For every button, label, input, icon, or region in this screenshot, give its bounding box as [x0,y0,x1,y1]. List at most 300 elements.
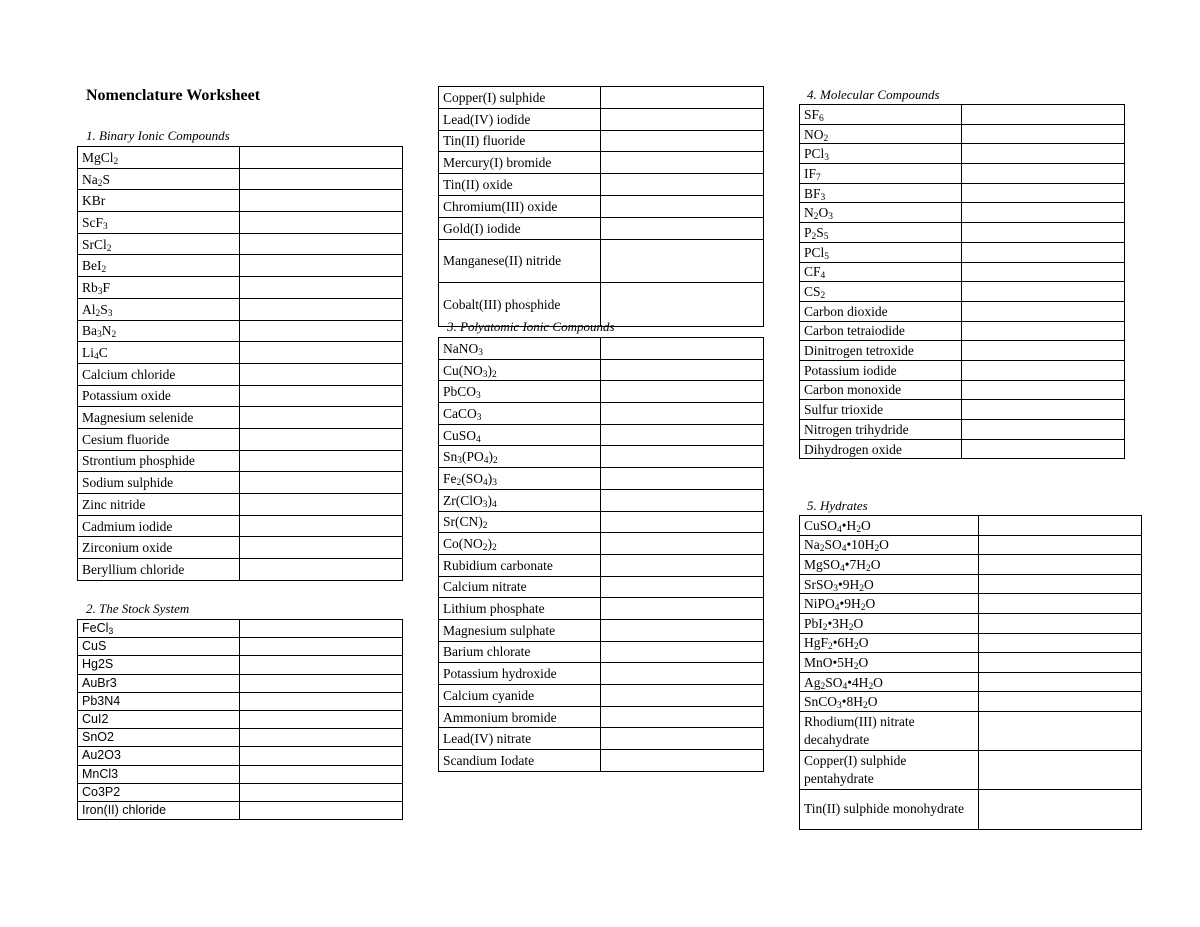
answer-cell[interactable] [240,494,403,516]
compound-text: Copper(I) sulphide pentahydrate [804,753,907,787]
compound-cell [78,233,240,255]
answer-cell[interactable] [962,144,1125,164]
compound-text: •8H [841,694,863,710]
formula-subscript: 2 [828,642,833,653]
answer-cell[interactable] [962,282,1125,302]
answer-cell[interactable] [601,598,764,620]
answer-cell[interactable] [601,533,764,555]
compound-cell [800,183,962,203]
answer-cell[interactable] [240,537,403,559]
answer-cell[interactable] [240,428,403,450]
compound-text: Au2O3 [82,748,121,763]
formula-subscript: 3 [837,701,842,712]
answer-cell[interactable] [601,174,764,196]
table-row [800,321,1125,341]
compound-text: Zirconium oxide [82,540,173,556]
answer-cell[interactable] [240,710,403,728]
answer-cell[interactable] [601,685,764,707]
compound-cell [800,301,962,321]
compound-cell [439,489,601,511]
compound-text: Potassium hydroxide [443,666,557,682]
compound-text: S [100,301,108,317]
answer-cell[interactable] [601,239,764,283]
compound-cell [800,439,962,459]
compound-text: Gold(I) iodide [443,220,521,236]
table-row [800,516,1142,536]
compound-text: Cadmium iodide [82,518,173,534]
compound-text: Strontium phosphide [82,453,195,469]
compound-text: N [804,205,814,221]
compound-text: SrSO [804,576,834,592]
formula-subscript: 2 [868,681,874,692]
compound-text: F [102,279,110,295]
compound-text: Lead(IV) nitrate [443,731,532,747]
compound-text: O [863,576,874,592]
table-row [439,706,764,728]
answer-cell[interactable] [601,87,764,109]
answer-cell[interactable] [240,638,403,656]
compound-text: O [818,205,829,221]
answer-cell[interactable] [240,363,403,385]
compound-text: S [816,224,824,240]
formula-subscript: 3 [107,308,113,319]
compound-text: CuI2 [82,712,109,727]
compound-text: PCl [804,244,825,260]
answer-cell[interactable] [962,380,1125,400]
table-row [78,407,403,429]
formula-subscript: 3 [476,391,481,402]
compound-cell [800,380,962,400]
table-row [78,428,403,450]
formula-subscript: 4 [841,544,847,555]
table-row [78,765,403,783]
compound-cell [800,574,979,594]
table-row [800,439,1125,459]
answer-cell[interactable] [601,195,764,217]
table-row [78,692,403,710]
answer-cell[interactable] [601,511,764,533]
table-row [439,403,764,425]
compound-cell [800,535,979,555]
answer-cell[interactable] [601,468,764,490]
table-row [800,751,1142,790]
answer-cell[interactable] [962,439,1125,459]
compound-text: NaNO [443,340,479,356]
compound-text: Mercury(I) bromide [443,155,552,171]
molecular-compounds-table [799,104,1125,459]
answer-cell[interactable] [240,298,403,320]
formula-subscript: 4 [483,456,489,467]
compound-cell [78,692,240,710]
formula-subscript: 3 [97,330,102,341]
answer-cell[interactable] [240,190,403,212]
compound-text: O [873,674,883,690]
answer-cell[interactable] [979,613,1142,633]
compound-cell [78,363,240,385]
answer-cell[interactable] [240,692,403,710]
compound-cell [439,511,601,533]
table-row [78,363,403,385]
compound-cell [800,653,979,673]
compound-cell [78,450,240,472]
compound-cell [439,130,601,152]
compound-text: Fe [443,470,457,486]
compound-cell [78,407,240,429]
answer-cell[interactable] [962,203,1125,223]
compound-cell [439,468,601,490]
answer-cell[interactable] [240,407,403,429]
answer-cell[interactable] [962,124,1125,144]
answer-cell[interactable] [601,619,764,641]
section-heading-binary: 1. Binary Ionic Compounds [86,128,230,143]
table-row [800,282,1125,302]
compound-cell [439,174,601,196]
table-row [800,711,1142,750]
table-row [800,653,1142,673]
answer-cell[interactable] [962,105,1125,125]
table-row [800,183,1125,203]
answer-cell[interactable] [962,400,1125,420]
compound-cell [800,341,962,361]
answer-cell[interactable] [979,516,1142,536]
table-row [78,494,403,516]
answer-cell[interactable] [240,729,403,747]
table-row [800,164,1125,184]
table-row [800,242,1125,262]
formula-subscript: 2 [823,133,829,144]
compound-text: Ag [804,674,821,690]
answer-cell[interactable] [962,360,1125,380]
answer-cell[interactable] [240,765,403,783]
answer-cell[interactable] [962,420,1125,440]
compound-cell [439,576,601,598]
answer-cell[interactable] [240,385,403,407]
compound-cell [78,255,240,277]
compound-text: Sodium sulphide [82,475,174,491]
answer-cell[interactable] [240,783,403,801]
formula-subscript: 2 [491,369,497,380]
compound-text: Chromium(III) oxide [443,198,558,214]
compound-text: N [101,323,112,339]
answer-cell[interactable] [601,728,764,750]
compound-text: Na [82,171,98,187]
answer-cell[interactable] [601,750,764,772]
answer-cell[interactable] [601,130,764,152]
answer-cell[interactable] [962,242,1125,262]
compound-text: Hg2S [82,657,114,672]
compound-cell [78,747,240,765]
compound-cell [800,555,979,575]
answer-cell[interactable] [601,576,764,598]
answer-cell[interactable] [601,381,764,403]
table-row [78,255,403,277]
compound-cell [78,801,240,819]
formula-subscript: 2 [822,622,828,633]
table-row [439,576,764,598]
answer-cell[interactable] [240,674,403,692]
formula-subscript: 3 [833,583,838,594]
table-row [439,641,764,663]
answer-cell[interactable] [979,672,1142,692]
compound-text: Carbon tetraiodide [804,323,905,339]
hydrates-table [799,515,1142,830]
compound-cell [78,277,240,299]
table-row [439,728,764,750]
answer-cell[interactable] [240,801,403,819]
compound-cell [78,656,240,674]
answer-cell[interactable] [601,338,764,360]
compound-text: Rb [82,279,98,295]
compound-cell [800,144,962,164]
formula-subscript: 4 [482,477,488,488]
answer-cell[interactable] [979,711,1142,750]
formula-subscript: 2 [106,243,112,254]
answer-cell[interactable] [962,262,1125,282]
answer-cell[interactable] [240,320,403,342]
compound-text: ScF [82,214,104,230]
answer-cell[interactable] [601,403,764,425]
answer-cell[interactable] [601,152,764,174]
answer-cell[interactable] [979,790,1142,829]
compound-cell [800,594,979,614]
compound-cell [439,598,601,620]
table-row [800,203,1125,223]
table-row [800,555,1142,575]
answer-cell[interactable] [601,424,764,446]
compound-cell [800,105,962,125]
compound-text: Copper(I) sulphide [443,89,546,105]
formula-subscript: 2 [865,563,871,574]
table-row [439,424,764,446]
table-row [800,400,1125,420]
compound-cell [78,212,240,234]
formula-subscript: 3 [457,456,462,467]
compound-text: SO [824,537,842,553]
compound-cell [800,672,979,692]
answer-cell[interactable] [979,751,1142,790]
table-row [78,168,403,190]
compound-cell [439,381,601,403]
formula-subscript: 4 [842,681,848,692]
table-row [78,559,403,581]
answer-cell[interactable] [240,450,403,472]
compound-text: Ba [82,323,97,339]
answer-cell[interactable] [979,692,1142,712]
formula-subscript: 2 [95,308,101,319]
formula-subscript: 2 [874,544,880,555]
compound-cell [800,223,962,243]
compound-cell [78,620,240,638]
answer-cell[interactable] [240,277,403,299]
answer-cell[interactable] [240,747,403,765]
answer-cell[interactable] [962,223,1125,243]
compound-cell [439,663,601,685]
compound-text: Dihydrogen oxide [804,441,902,457]
formula-subscript: 2 [101,265,107,276]
compound-cell [78,320,240,342]
worksheet-title: Nomenclature Worksheet [86,87,261,104]
compound-text: Rubidium carbonate [443,557,553,573]
table-row [800,535,1142,555]
compound-text: (PO [461,449,484,465]
formula-subscript: 2 [853,642,859,653]
answer-cell[interactable] [601,489,764,511]
formula-subscript: 4 [834,603,840,614]
compound-text: CuSO [443,427,477,443]
table-row [439,87,764,109]
answer-cell[interactable] [601,108,764,130]
answer-cell[interactable] [979,653,1142,673]
table-row [78,190,403,212]
compound-text: O [853,615,864,631]
answer-cell[interactable] [601,706,764,728]
compound-text: Al [82,301,96,317]
compound-cell [439,641,601,663]
compound-cell [78,783,240,801]
answer-cell[interactable] [601,554,764,576]
compound-cell [78,765,240,783]
answer-cell[interactable] [240,656,403,674]
compound-text: Co3P2 [82,784,121,799]
compound-text: Magnesium sulphate [443,622,556,638]
answer-cell[interactable] [962,183,1125,203]
answer-cell[interactable] [979,594,1142,614]
answer-cell[interactable] [601,641,764,663]
compound-text: O [860,517,871,533]
formula-subscript: 3 [482,499,488,510]
table-row [439,598,764,620]
answer-cell[interactable] [240,168,403,190]
table-row [78,710,403,728]
table-row [78,515,403,537]
table-row [800,223,1125,243]
answer-cell[interactable] [601,359,764,381]
table-row [78,801,403,819]
compound-cell [439,619,601,641]
formula-subscript: 2 [113,156,119,167]
answer-cell[interactable] [601,446,764,468]
compound-text: Calcium chloride [82,366,176,382]
compound-text: Ammonium bromide [443,709,557,725]
compound-text: AuBr3 [82,675,117,690]
answer-cell[interactable] [240,472,403,494]
answer-cell[interactable] [240,620,403,638]
formula-subscript: 3 [97,286,103,297]
answer-cell[interactable] [962,321,1125,341]
formula-subscript: 2 [820,681,826,692]
answer-cell[interactable] [240,147,403,169]
answer-cell[interactable] [601,663,764,685]
formula-subscript: 4 [491,499,497,510]
formula-subscript: 3 [824,153,829,164]
compound-text: KBr [82,193,106,209]
compound-text: Potassium iodide [804,362,897,378]
answer-cell[interactable] [240,342,403,364]
compound-cell [439,750,601,772]
compound-cell [78,559,240,581]
answer-cell[interactable] [979,574,1142,594]
answer-cell[interactable] [979,555,1142,575]
compound-text: NO [804,126,824,142]
compound-text: Zr(ClO [443,492,483,508]
table-row [78,320,403,342]
compound-cell [800,751,979,790]
compound-text: Zinc nitride [82,496,146,512]
table-row [439,468,764,490]
table-row [800,360,1125,380]
section-heading-molecular: 4. Molecular Compounds [807,87,940,102]
table-row [439,619,764,641]
answer-cell[interactable] [979,633,1142,653]
compound-text: (SO [461,470,483,486]
compound-text: Barium chlorate [443,644,531,660]
answer-cell[interactable] [240,255,403,277]
compound-text: MgSO [804,556,841,572]
compound-cell [800,692,979,712]
compound-cell [78,190,240,212]
answer-cell[interactable] [601,217,764,239]
answer-cell[interactable] [962,301,1125,321]
compound-text: Lead(IV) iodide [443,111,531,127]
table-row [78,233,403,255]
compound-cell [800,400,962,420]
answer-cell[interactable] [601,283,764,327]
compound-text: SrCl [82,236,107,252]
compound-text: Dinitrogen tetroxide [804,343,914,359]
table-row [439,663,764,685]
formula-subscript: 2 [848,622,854,633]
compound-text: Potassium oxide [82,388,171,404]
table-row [78,729,403,747]
compound-text: CS [804,284,821,300]
table-row [439,489,764,511]
compound-text: •9H [839,596,861,612]
compound-text: O [879,537,889,553]
answer-cell[interactable] [240,515,403,537]
formula-subscript: 2 [811,231,817,242]
compound-cell [78,428,240,450]
compound-text: CuS [82,639,107,654]
compound-text: MnO•5H [804,654,854,670]
table-row [439,174,764,196]
table-row [800,262,1125,282]
compound-cell [78,342,240,364]
compound-cell [439,359,601,381]
answer-cell[interactable] [240,233,403,255]
compound-text: Sr(CN) [443,514,483,530]
table-row [439,338,764,360]
compound-cell [439,403,601,425]
compound-text: O [858,635,869,651]
compound-text: •3H [827,615,849,631]
answer-cell[interactable] [962,341,1125,361]
compound-cell [439,446,601,468]
answer-cell[interactable] [962,164,1125,184]
compound-text: Rhodium(III) nitrate decahydrate [804,714,915,748]
table-row [78,674,403,692]
table-row [78,783,403,801]
compound-text: O [865,596,876,612]
stock-system-table [77,619,403,820]
answer-cell[interactable] [240,559,403,581]
formula-subscript: 4 [820,271,826,282]
formula-subscript: 4 [840,563,845,574]
answer-cell[interactable] [240,212,403,234]
compound-cell [439,533,601,555]
table-row [800,341,1125,361]
answer-cell[interactable] [979,535,1142,555]
compound-text: ) [487,536,492,552]
